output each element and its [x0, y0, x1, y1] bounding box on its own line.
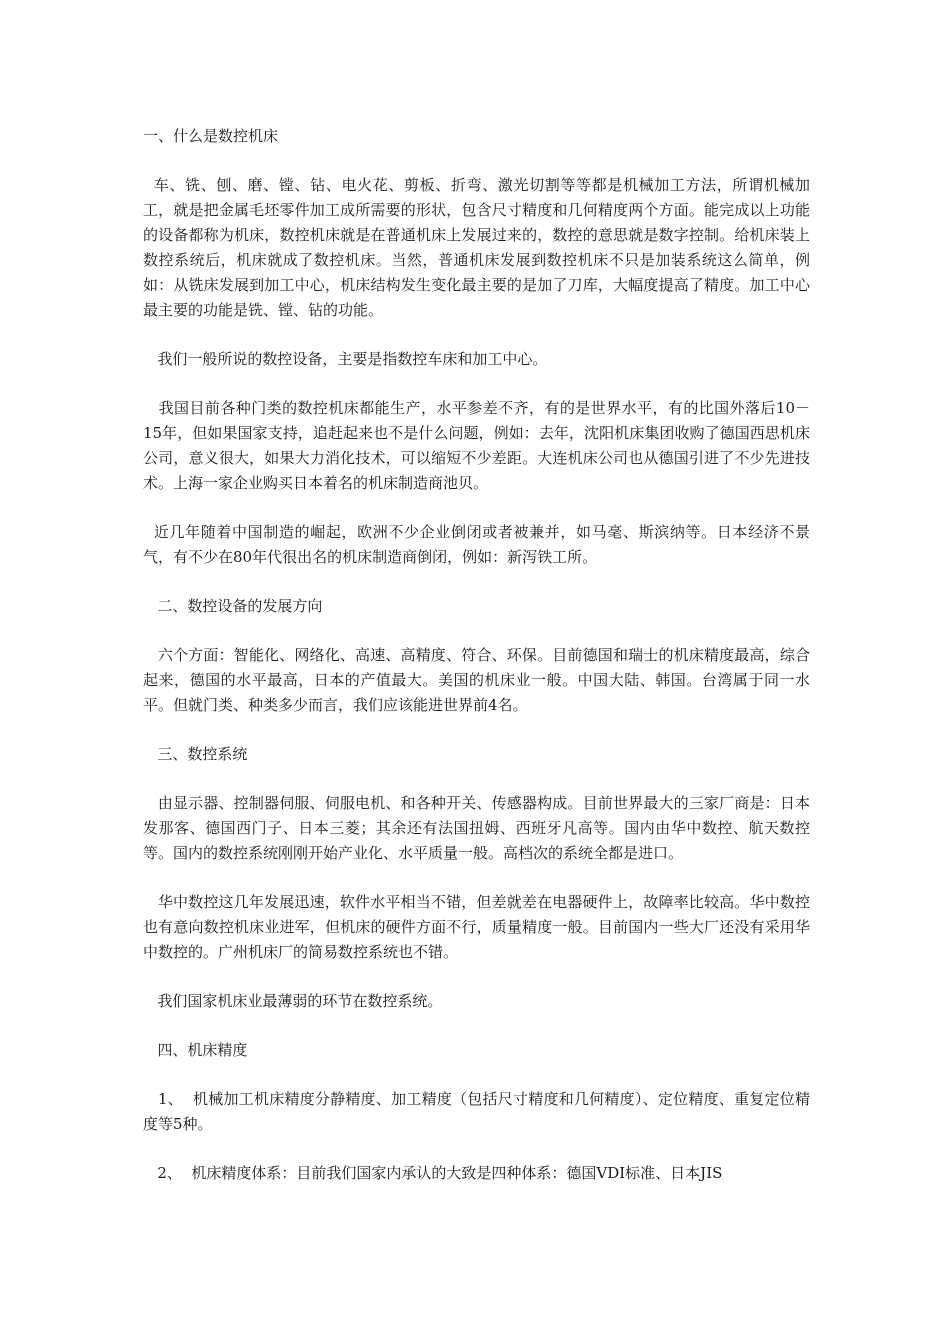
paragraph-gap: [143, 1137, 810, 1161]
paragraph-gap: [143, 323, 810, 347]
section-heading-2: 二、数控设备的发展方向: [143, 597, 323, 615]
paragraph-gap: [143, 149, 810, 173]
paragraph-gap: [143, 496, 810, 520]
document-body: [143, 124, 810, 1186]
paragraph-gap: [143, 1063, 810, 1087]
paragraph-gap: [143, 965, 810, 989]
paragraph-huazhong-cnc: 华中数控这几年发展迅速，软件水平相当不错，但差就差在电器硬件上，故障率比较高。华中数控也有意向数控机床业进军，但机床的硬件方面不行，质量精度一般。目前国内一些大厂还没有采用华中数控的。广州机床厂的简易数控系统也不错。: [143, 893, 810, 961]
paragraph-development-directions: 六个方面：智能化、网络化、高速、高精度、符合、环保。目前德国和瑞士的机床精度最高，综合起来，德国的水平最高，日本的产值最大。美国的机床业一般。中国大陆、韩国。台湾属于同一水平。但就门类、种类多少而言，我们应该能进世界前4名。: [143, 646, 810, 714]
paragraph-domestic-level: 我国目前各种门类的数控机床都能生产，水平参差不齐，有的是世界水平，有的比国外落后10－15年，但如果国家支持，追赶起来也不是什么问题，例如：去年，沈阳机床集团收购了德国西思机床公司，意义很大，如果大力消化技术，可以缩短不少差距。大连机床公司也从德国引进了不少先进技术。上海一家企业购买日本着名的机床制造商池贝。: [143, 399, 810, 492]
section-heading-4: 四、机床精度: [143, 1041, 248, 1059]
paragraph-gap: [143, 1014, 810, 1038]
paragraph-gap: [143, 619, 810, 643]
section-heading-1: 一、什么是数控机床: [143, 127, 279, 145]
paragraph-gap: [143, 718, 810, 742]
list-item-precision-types: 1、 机械加工机床精度分静精度、加工精度（包括尺寸精度和几何精度）、定位精度、重复定位精度等5种。: [143, 1090, 810, 1133]
paragraph-machining-definition: 车、铣、刨、磨、镗、钻、电火花、剪板、折弯、激光切割等等都是机械加工方法，所谓机械加工，就是把金属毛坯零件加工成所需要的形状，包含尺寸精度和几何精度两个方面。能完成以上功能的设备都称为机床，数控机床就是在普通机床上发展过来的，数控的意思就是数字控制。给机床装上数控系统后，机床就成了数控机床。当然，普通机床发展到数控机床不只是加装系统这么简单，例如：从铣床发展到加工中心，机床结构发生变化最主要的是加了刀库，大幅度提高了精度。加工中心最主要的功能是铣、镗、钻的功能。: [143, 176, 810, 319]
paragraph-gap: [143, 570, 810, 594]
paragraph-gap: [143, 866, 810, 890]
section-heading-3: 三、数控系统: [143, 745, 248, 763]
paragraph-cnc-system-components: 由显示器、控制器伺服、伺服电机、和各种开关、传感器构成。目前世界最大的三家厂商是：日本发那客、德国西门子、日本三菱；其余还有法国扭姆、西班牙凡高等。国内由华中数控、航天数控等。国内的数控系统刚刚开始产业化、水平质量一般。高档次的系统全都是进口。: [143, 794, 810, 862]
paragraph-cnc-equipment: 我们一般所说的数控设备，主要是指数控车床和加工中心。: [143, 350, 548, 368]
list-item-precision-systems: 2、 机床精度体系：目前我们国家内承认的大致是四种体系：德国VDI标准、日本JIS: [143, 1164, 723, 1182]
paragraph-weakest-link: 我们国家机床业最薄弱的环节在数控系统。: [143, 992, 443, 1010]
paragraph-gap: [143, 767, 810, 791]
paragraph-recent-years: 近几年随着中国制造的崛起，欧洲不少企业倒闭或者被兼并，如马毫、斯滨纳等。日本经济不景气，有不少在80年代很出名的机床制造商倒闭，例如：新泻铁工所。: [143, 523, 810, 566]
paragraph-gap: [143, 372, 810, 396]
